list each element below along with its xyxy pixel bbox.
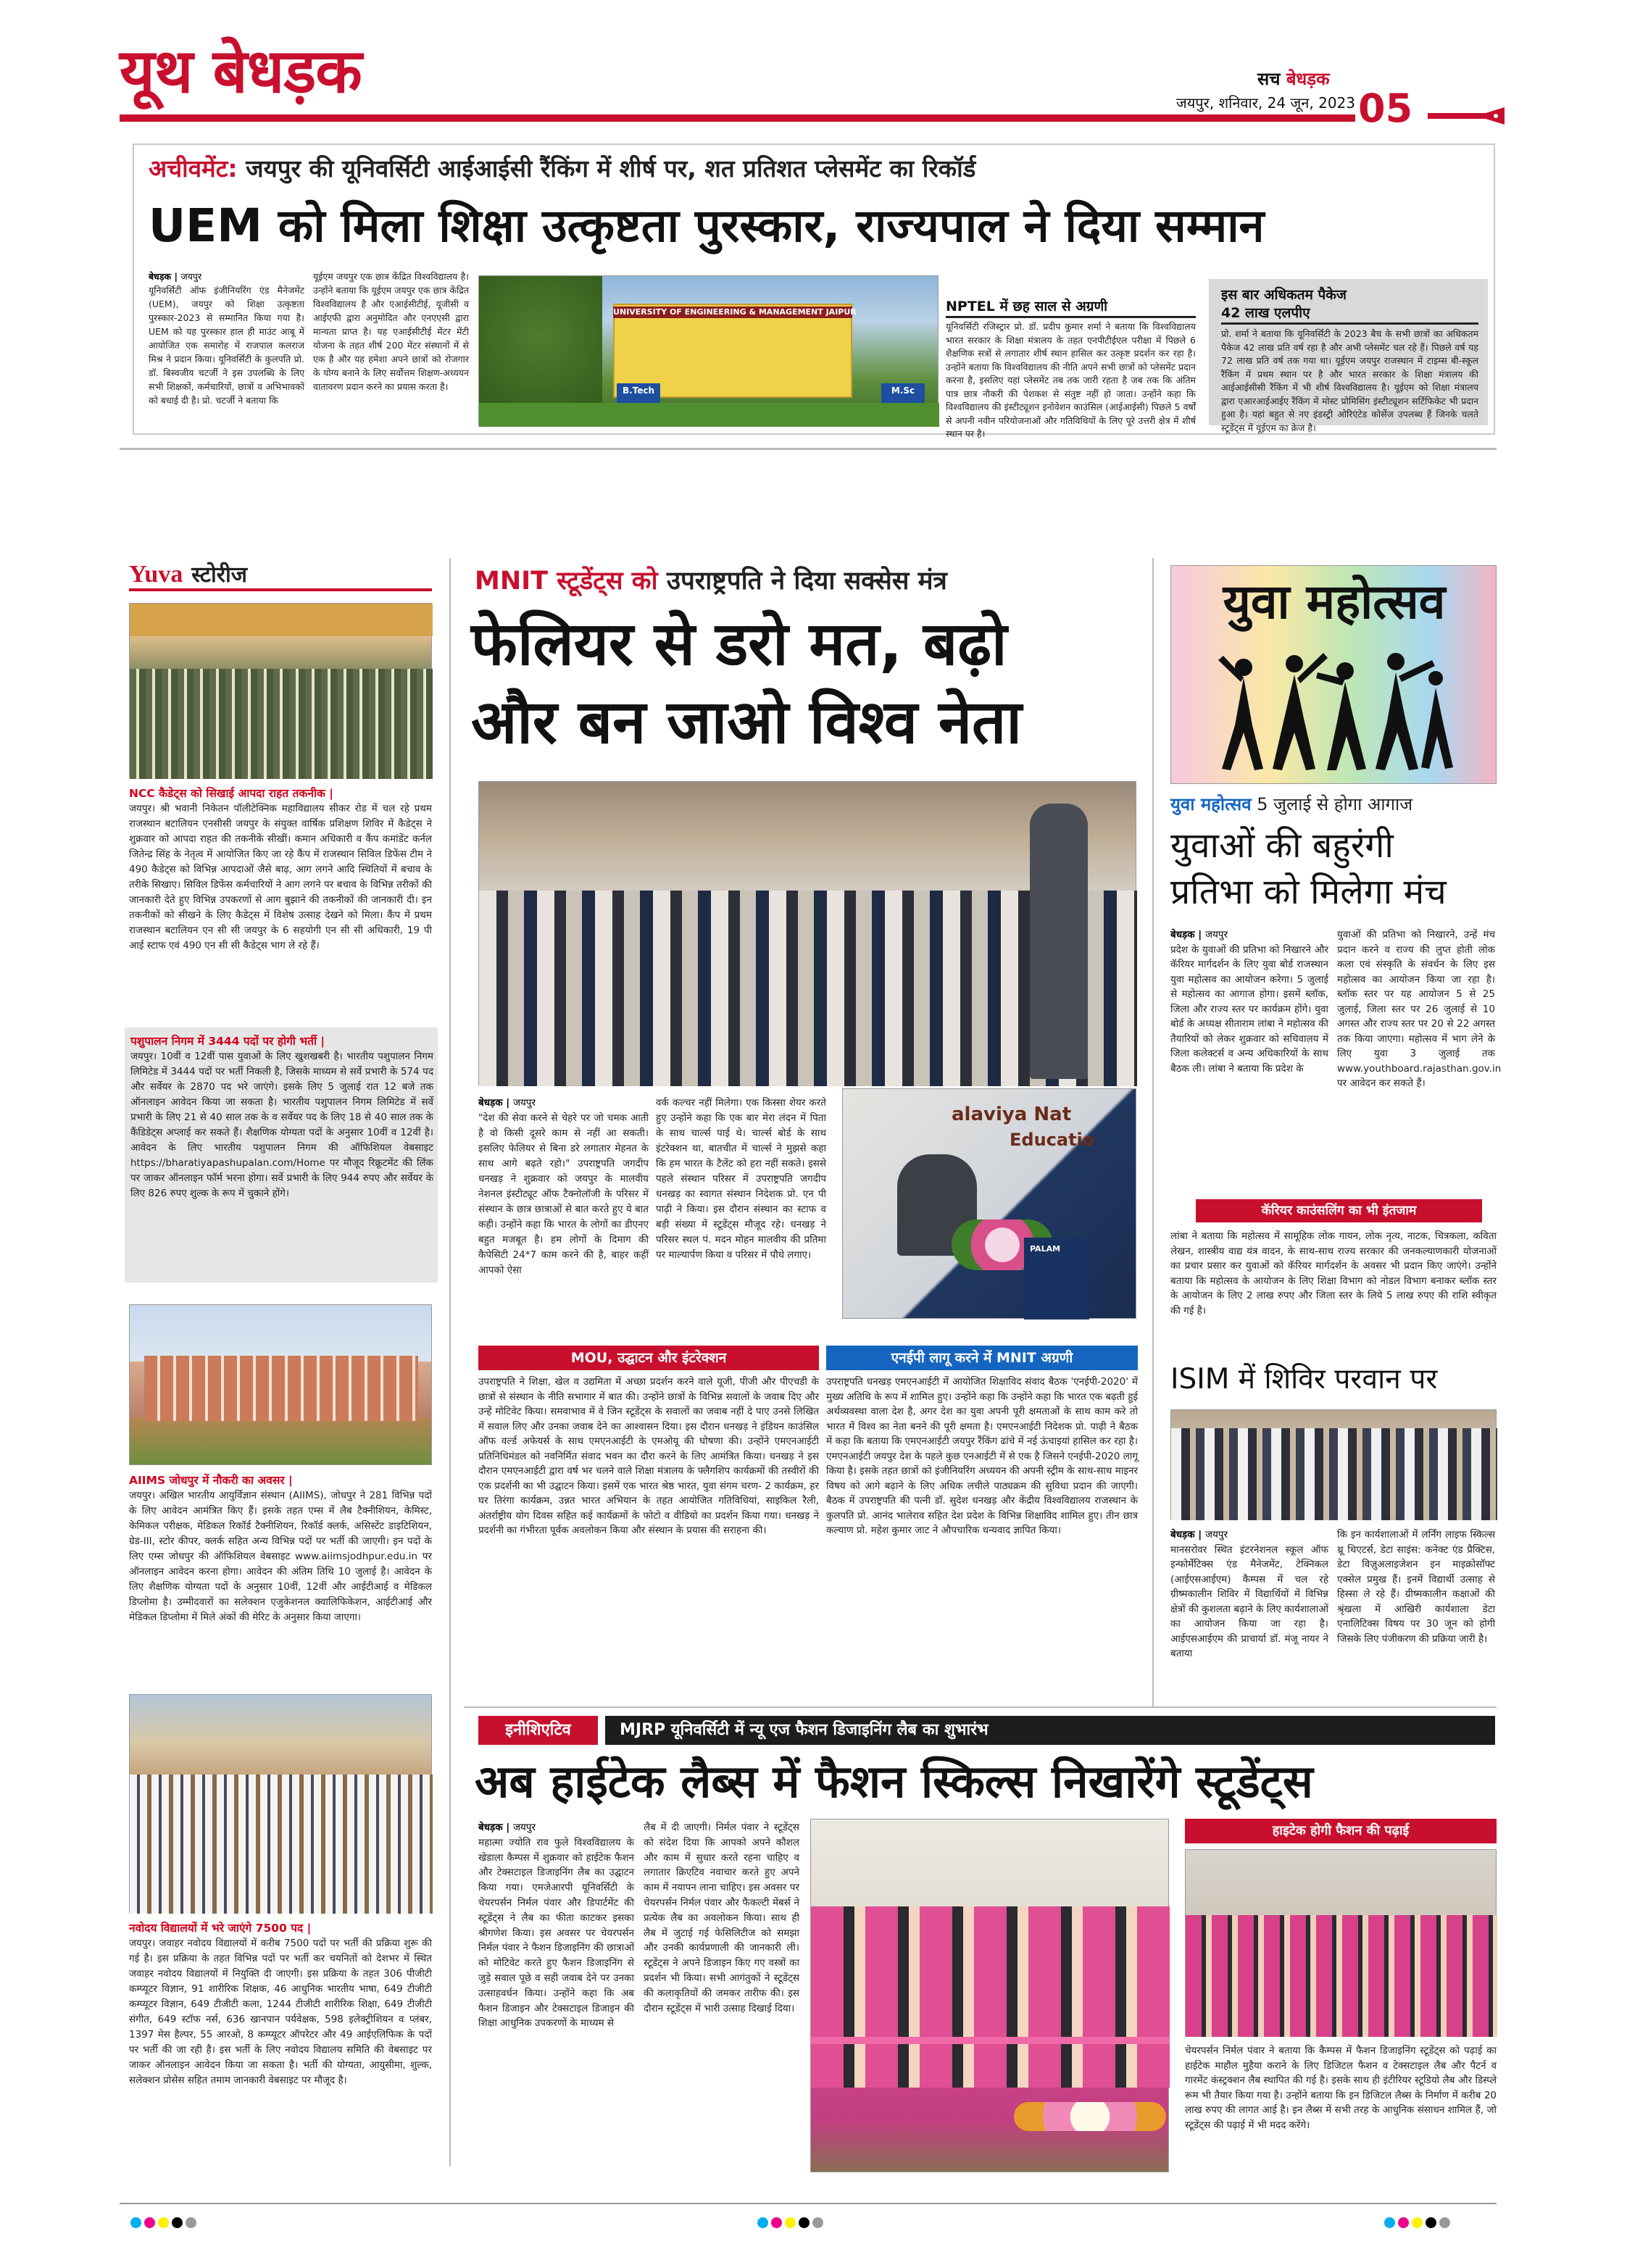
lead-kicker-label: अचीवमेंट:	[149, 154, 238, 183]
fashion-lab-photo	[1185, 1849, 1497, 2036]
campus-sign: UNIVERSITY OF ENGINEERING & MANAGEMENT JAIPUR	[613, 307, 857, 317]
mnit-col-1-text: "देश की सेवा करने से चेहरे पर जो चमक आती है वो किसी दूसरे काम से नहीं आ सकती। इसलिए फेलियर से बिना डरे लगातार मेहनत के साथ आगे बढ़ते रहो।" उपराष्ट्रपति जगदीप धनखड़ ने शुक्रवार को जयपुर के मालवीय नेशनल इंस्टीट्यूट ऑफ टैक्नोलॉजी के परिसर में संस्थान के छात्र छात्राओं से बात करते हुए ये बात कही। उन्होंने कहा कि भारत के लोगों का डीएनए बहुत मजबूत है। हम लोगों के दिमाग की कैपेसिटी 24*7 काम करने की है, बाहर कहीं आपको ऐसा	[478, 1112, 649, 1276]
fashion-kicker-tag: इनीशिएटिव	[478, 1716, 598, 1745]
package-heading-2: 42 लाख एलपीए	[1221, 305, 1310, 321]
story-aiims-body: जयपुर। अखिल भारतीय आयुर्विज्ञान संस्थान (AIIMS), जोधपुर ने 281 विभिन्न पदों के लिए आवेदन आमंत्रित किए हैं। इसके तहत एम्स में लैब टैक्नीशियन, केमिस्ट, केमिकल परीक्षक, मेडिकल रिकॉर्ड टैक्नीशियन, रिकॉर्ड क्लर्क, असिस्टेंट डाइटिशियन, ग्रेड-III, स्टोर कीपर, क्लर्क सहित अन्य विभिन्न पदों पर भर्ती की जाएगी। इन पदों के लिए एम्स जोधपुर की ऑफिशियल वेबसाइट www.aiimsjodhpur.edu.in पर ऑनलाइन आवेदन करना होगा। आवेदन की अंतिम तिथि 10 जुलाई है। आवेदन के लिए शैक्षणिक योग्यता पदों के अनुसार 10वीं, 12वीं और आईटीआई व मेडिकल डिप्लोमा है। उम्मीदवारों का सलेक्शन एजुकेशनल क्वालिफिकेशन, आईटीआई और मेडिकल डिप्लोमा में मिले अंकों की मेरिट के अनुसार किया जाएगा।	[129, 1490, 432, 1623]
yuva-label-stories: स्टोरीज	[191, 562, 248, 588]
mnit-headline	[471, 605, 1145, 762]
mahotsav-kicker-blue: युवा महोत्सव	[1170, 794, 1252, 814]
yuva-label-yuva: Yuva	[129, 561, 183, 588]
story-ncc-body: जयपुर। श्री भवानी निकेतन पॉलीटेक्निक महाविद्यालय सीकर रोड में चल रहे प्रथम राजस्थान बटालियन एनसीसी जयपुर के संयुक्त वार्षिक प्रशिक्षण शिविर में कैडेट्स ने शुक्रवार को आपदा राहत की तकनीकें सीखीं। कमान अधिकारी व कैंप कमांडेंट कर्नल जितेन्द्र सिंह के नेतृत्व में आयोजित किए जा रहे कैंप में राजस्थान सिविल डिफेंस टीम ने 490 कैडेट्स को विभिन्न आपदाओं जैसे बाढ़, आग लगने आदि स्थितियों में बचाव के तरीके सिखाए। सिविल डिफेंस कर्मचारियों ने आग लगने पर बचाव के विभिन्न तरीकों की जानकारी देते हुए विभिन्न उपकरणों से आग बुझाने की तकनीकों की जानकारी दी। इन तकनीकों को सीखने के लिए कैडेट्स में विशेष उत्साह देखने को मिला। कैंप में प्रथम राजस्थान बटालियन एन सी सी जयपुर के 6 सहयोगी एन सी सी अधिकारी, 19 पी आई स्टाफ एवं 490 एन सी सी कैडेट्स भाग ले रहे हैं।	[129, 803, 432, 951]
mou-body: उपराष्ट्रपति ने शिक्षा, खेल व उद्यमिता में अच्छा प्रदर्शन करने वाले यूजी, पीजी और पीएचडी के छात्रों से संस्थान के नीति सभागार में बात की। उन्होंने छात्रों के विभिन्न सवालों के जवाब दिए और उन्हें मोटिवेट किया। समवाभाव में वे जिन स्टूडेंट्स के सवालों का जवाब नहीं दे पाए उनसे लिखित में सवाल लिए और उनका जवाब देने का आश्वासन दिया। इस दौरान धनखड़ ने इंडियन काउंसिल ऑफ वर्ल्ड अफेयर्स के साथ एमएनआईटी के एमओयू की घोषणा की। उन्होंने एमएनआईटी प्रतिनिधिमंडल को नवनिर्मित संवाद भवन का दौरा करने के लिए आमंत्रित किया। धनखड़ ने इस दौरान एमएनआईटी द्वारा वर्ष भर चलने वाले शिक्षा मंत्रालय के फ्लैगशिप कार्यक्रमों की तस्वीरों की एक प्रदर्शनी का भी उद्घाटन किया। इसमें एक भारत श्रेष्ठ भारत, युवा संगम चरण- 2 कार्यक्रम, हर घर तिरंगा कार्यक्रम, उन्नत भारत अभियान के तहत आयोजित गतिविधियां, साइकिल रैली, अंतर्राष्ट्रीय योग दिवस सहित कई कार्यक्रमों के फोटो व वीडियो का प्रदर्शन किया गया। धनखड़ ने प्रदर्शनी का गंभीरता पूर्वक अवलोकन किया और संस्थान के प्रयास की सराहना की।	[478, 1376, 819, 1536]
masthead-tag	[1257, 69, 1330, 89]
dot-black	[1426, 2217, 1436, 2228]
fashion-byline-paper: बेधड़क	[478, 1822, 503, 1833]
dot-grey	[186, 2217, 196, 2228]
masthead-title: यूथ बेधड़क	[120, 36, 362, 107]
mahotsav-col-1: बेधड़क | जयपुर प्रदेश के युवाओं की प्रतिभा को निखारने और कॅरियर मार्गदर्शन के लिए युवा बोर्ड राजस्थान युवा महोत्सव का आयोजन करेगा। 5 जुलाई से महोत्सव का आगाज होगा। इसमें ब्लॉक, जिला और राज्य स्तर पर कार्यक्रम होंगे। युवा बोर्ड के अध्यक्ष सीताराम लांबा ने महोत्सव की तैयारियों को लेकर शुक्रवार को सचिवालय में जिला कलेक्टर्स व अन्य अधिकारियों के साथ बैठक ली। लांबा ने बताया कि प्रदेश के	[1170, 929, 1328, 1075]
isim-group-photo	[1170, 1409, 1497, 1519]
mnit-byline-city: जयपुर	[512, 1097, 536, 1109]
isim-byline-paper: बेधड़क	[1170, 1529, 1195, 1541]
campus-lawn	[479, 403, 939, 427]
podium-banner-2: Educatio	[1010, 1130, 1095, 1150]
story-navodaya-head: नवोदय विद्यालयों में भरे जाएंगे 7500 पद |	[129, 1922, 312, 1935]
color-dots-right	[1384, 2217, 1453, 2231]
byline-paper: बेधड़क	[149, 271, 172, 282]
story-aiims-head: AIIMS जोधपुर में नौकरी का अवसर |	[129, 1474, 293, 1487]
story-pashupalan	[130, 1033, 433, 1275]
divider-left-col	[449, 558, 451, 2167]
aiims-photo	[129, 1304, 432, 1465]
mahotsav-kicker-rest: 5 जुलाई से होगा आगाज	[1257, 794, 1413, 814]
fashion-ribbon	[811, 2037, 1170, 2044]
mahotsav-col-1-text: प्रदेश के युवाओं की प्रतिभा को निखारने और कॅरियर मार्गदर्शन के लिए युवा बोर्ड राजस्थान युवा महोत्सव का आयोजन करेगा। 5 जुलाई से महोत्सव का आगाज होगा। इसमें ब्लॉक, जिला और राज्य स्तर पर कार्यक्रम होंगे। युवा बोर्ड के अध्यक्ष सीताराम लांबा ने महोत्सव की तैयारियों को लेकर शुक्रवार को सचिवालय में जिला कलेक्टर्स व अन्य अधिकारियों के साथ बैठक ली। लांबा ने बताया कि प्रदेश के	[1170, 943, 1328, 1075]
ncc-photo	[129, 603, 432, 778]
color-dots-center	[757, 2217, 826, 2231]
tag-bedhadak: बेधड़क	[1286, 69, 1330, 89]
mahotsav-banner	[1170, 565, 1497, 784]
dot-grey	[812, 2217, 823, 2228]
fashion-col-1: बेधड़क | जयपुर महात्मा ज्योति राव फुले विश्वविद्यालय के खेडाला कैम्पस में शुक्रवार को हाईटेक फैशन और टेक्सटाइल डिजाइनिंग लैब का उद्घाटन किया गया। एमजेआरपी यूनिवर्सिटी के चेयरपर्सन निर्मल पंवार और डिपार्टमेंट की स्टूडेंट्स ने लैब का फीता काटकर इसका श्रीगणेश किया। इस अवसर पर चेयरपर्सन निर्मल पंवार ने फैशन डिजाइनिंग की छात्राओं को मोटिवेट करते हुए फैशन डिजाइनिंग से जुड़े सवाल पूछे व सही जवाब देने पर उनका उत्साहवर्धन किया। उन्होंने कहा कि अब फैशन डिजाइन और टेक्सटाइल डिजाइन की शिक्षा आधुनिक उपकरणों के माध्यम से	[478, 1822, 634, 2030]
footer-rule	[120, 2203, 1497, 2204]
mahotsav-headline-line-2: प्रतिभा को मिलेगा मंच	[1170, 872, 1447, 912]
uem-campus-photo	[478, 275, 939, 426]
isim-col-2: कि इन कार्यशालाओं में लर्निंग लाइफ स्किल्स थ्रू थिएटर्स, डेटा साइंस: कनेक्ट एंड प्रैक्टिस, डेटा विज़ुअलाइजेशन इन माइक्रोसॉफ्ट एक्सेल प्रमुख हैं। इनमें विद्यार्थी उत्साह से हिस्सा ले रहे हैं। ग्रीष्मकालीन कक्षाओं की श्रृंखला में आखिरी कार्यशाला डेटा एनालिटिक्स विषय पर 30 जून को होगी जिसके लिए पंजीकरण की प्रक्रिया जारी है।	[1337, 1529, 1495, 1645]
mnit-kicker-red: MNIT स्टूडेंट्स को	[475, 567, 658, 596]
mahotsav-banner-text: युवा महोत्सव	[1223, 574, 1446, 630]
dot-black	[799, 2217, 810, 2228]
story-aiims	[129, 1472, 432, 1700]
story-ncc-head: NCC कैडेट्स को सिखाई आपदा राहत तकनीक |	[129, 787, 333, 800]
fashion-side-heading: हाइटेक होगी फैशन की पढ़ाई	[1185, 1819, 1497, 1843]
dot-magenta	[144, 2217, 155, 2228]
dateline: जयपुर, शनिवार, 24 जून, 2023	[1175, 94, 1355, 112]
dot-grey	[1439, 2217, 1450, 2228]
story-ncc	[129, 785, 432, 1022]
lead-col-2: यूईएम जयपुर एक छात्र केंद्रित विश्वविद्यालय है। उन्होंने बताया कि यूईएम जयपुर एक छात्र केंद्रित विश्वविद्यालय है और एआईसीटीई, यूजीसी व आईएफी द्वारा अनुमोदित और एनएएसी द्वारा मान्यता प्राप्त है। यह एआईसीटीई मेंटर मेंटी योजना के तहत शीर्ष 200 मेंटर संस्थानों में से एक है और यह हमेशा अपने छात्रों को रोजगार के योग्य बनाने के लिए सर्वोत्तम शिक्षण-अध्ययन वातावरण प्रदान करने का प्रयास करता है।	[313, 271, 469, 392]
podium-banner-1: alaviya Nat	[952, 1104, 1072, 1125]
mahotsav-kicker	[1170, 793, 1412, 816]
aiims-building	[144, 1356, 418, 1421]
dancers-icon	[1215, 646, 1454, 776]
tag-sach: सच	[1257, 69, 1281, 89]
mou-heading-bar: MOU, उद्घाटन और इंटरेक्शन	[478, 1346, 819, 1370]
mnit-kicker-rest: उपराष्ट्रपति ने दिया सक्सेस मंत्र	[666, 567, 947, 596]
fashion-byline-city: जयपुर	[512, 1822, 536, 1833]
yuva-label	[129, 559, 247, 590]
mahotsav-headline-line-1: युवाओं की बहुरंगी	[1170, 825, 1394, 866]
color-dots-left	[130, 2217, 199, 2231]
story-pashupalan-head: पशुपालन निगम में 3444 पदों पर होगी भर्ती |	[130, 1035, 325, 1048]
mahotsav-byline-paper: बेधड़क	[1170, 929, 1195, 941]
story-navodaya	[129, 1920, 432, 2174]
mahotsav-headline	[1170, 822, 1497, 915]
fashion-kicker-bar: MJRP यूनिवर्सिटी में न्यू एज फैशन डिजाइनिंग लैब का शुभारंभ	[605, 1716, 1495, 1745]
mnit-headline-line-2: और बन जाओ विश्व नेता	[471, 687, 1022, 757]
dot-magenta	[1398, 2217, 1409, 2228]
divider-top	[120, 448, 1497, 450]
podium-sign: PALAM	[1030, 1244, 1061, 1254]
dot-black	[172, 2217, 183, 2228]
isim-byline-city: जयपुर	[1204, 1529, 1228, 1541]
fashion-col-1-text: महात्मा ज्योति राव फुले विश्वविद्यालय के खेडाला कैम्पस में शुक्रवार को हाईटेक फैशन और टेक्सटाइल डिजाइनिंग लैब का उद्घाटन किया गया। एमजेआरपी यूनिवर्सिटी के चेयरपर्सन निर्मल पंवार और डिपार्टमेंट की स्टूडेंट्स ने लैब का फीता काटकर इसका श्रीगणेश किया। इस अवसर पर चेयरपर्सन निर्मल पंवार ने फैशन डिजाइनिंग की छात्राओं को मोटिवेट करते हुए फैशन डिजाइनिंग से जुड़े सवाल पूछे व सही जवाब देने पर उनका उत्साहवर्धन किया। उन्होंने कहा कि अब फैशन डिजाइन और टेक्सटाइल डिजाइन की शिक्षा आधुनिक उपकरणों के माध्यम से	[478, 1836, 634, 2030]
career-body: लांबा ने बताया कि महोत्सव में सामूहिक लोक गायन, लोक नृत्य, नाटक, चित्रकला, कविता लेखन, शास्त्रीय वाद्य यंत्र वादन, के साथ-साथ राज्य सरकार की जनकल्याणकारी योजनाओं का प्रचार प्रसार कर युवाओं को कॅरियर मार्गदर्शन के अवसर भी प्रदान किए जाएंगे। उन्होंने बताया कि महोत्सव के आयोजन के लिए शिक्षा विभाग को नोडल विभाग बनाकर ब्लॉक स्तर के आयोजन के लिए 2 लाख रुपए और जिला स्तर के लिये 5 लाख रुपए की राशि स्वीकृत की गई है।	[1170, 1230, 1497, 1317]
nep-body: उपराष्ट्रपति धनखड़ एमएनआईटी में आयोजित शिक्षाविद संवाद बैठक 'एनईपी-2020' में मुख्य अतिथि के रूप में शामिल हुए। उन्होंने कहा कि उन्होंने कहा कि भारत एक बढ़ती हुई अर्थव्यवस्था वाला देश है, अगर देश का युवा अपनी पूरी क्षमताओं के साथ काम करे तो भारत में विश्व का नेता बनने की पूरी क्षमता है। एमएनआईटी निदेशक प्रो. पाढ़ी ने बैठक में कहा कि बताया कि एमएनआईटी जयपुर रैंकिंग ढांचे में नई ऊंचाइयां हासिल कर रहा है। एमएनआईटी जयपुर देश के पहले कुछ एनआईटी में से एक है जिसने एनईपी-2020 लागू किया है। इसके तहत छात्रों को इंजीनियरिंग अध्ययन की अपनी स्ट्रीम के साथ-साथ माइनर विषय को आगे बढ़ाने के लिए अधिक लचीले पाठ्यक्रम की सुविधा प्रदान की जाएगी। बैठक में उपराष्ट्रपति की पत्नी डॉ. सुदेश धनखड़ और केंद्रीय विश्वविद्यालय राजस्थान के कुलपति प्रो. आनंद भालेराव सहित देश प्रदेश के विभिन्न शिक्षाविद शामिल हुए। तीन छात्र कल्याण प्रो. महेश कुमार जाट ने औपचारिक धन्यवाद ज्ञापित किया।	[826, 1376, 1138, 1536]
story-pashupalan-body: जयपुर। 10वीं व 12वीं पास युवाओं के लिए खुशखबरी है। भारतीय पशुपालन निगम लिमिटेड में 3444 पदों पर भर्ती निकली है, जिसके माध्यम से सर्वे प्रभारी के 574 पद और सर्वेयर के 2870 पद भरे जाएंगे। इसके लिए 5 जुलाई रात 12 बजे तक ऑनलाइन आवेदन किया जा सकता है। भारतीय पशुपालन निगम लिमिटेड में सर्वे प्रभारी के लिए 21 से 40 साल तक के व सर्वेयर पद के लिए 18 से 40 साल तक के कैंडिडेट्स अप्लाई कर सकते हैं। शैक्षणिक योग्यता पदों के अनुसार 10वीं व 12वीं है। आवेदन के लिए भारतीय पशुपालन निगम की ऑफिशियल वेबसाइट https://bharatiyapashupalan.com/Home पर मौजूद रिक्रूटमेंट की लिंक पर जाकर ऑनलाइन फॉर्म भरना होगा। सर्वे प्रभारी के लिए 944 रुपए और सर्वेयर के लिए 826 रुपए शुल्क के रूप में चुकाने होंगे।	[130, 1051, 433, 1199]
package-heading	[1221, 286, 1478, 325]
dot-cyan	[130, 2217, 141, 2228]
nptel-body: यूनिवर्सिटी रजिस्ट्रार प्रो. डॉ. प्रदीप कुमार शर्मा ने बताया कि विश्वविद्यालय भारत सरकार के शिक्षा मंत्रालय के तहत एनपीटीईएल परीक्षा में पिछले 6 शैक्षणिक सत्रों से लगातार शीर्ष स्थान हासिल कर उत्कृष्ट प्रदर्शन कर रहा है। उन्होंने बताया कि विश्वविद्यालय की नीति अपने सभी छात्रों को प्लेसमेंट प्रदान करना है, इसलिए यहां प्लेसमेंट तब तक जारी रहता है जब तक कि अंतिम पात्र छात्र नौकरी की पेशकश से संतुष्ट नहीं हो जाता। उन्होंने कहा कि विश्वविद्यालय की इंस्टीट्यूशन इनोवेशन काउंसिल (आईआईसी) पिछले 5 वर्षों से अपनी नवीन परियोजनाओं और गतिविधियों के लिए पूरे उत्तरी क्षेत्र में शीर्ष स्थान पर है।	[946, 321, 1196, 439]
lead-headline: UEM को मिला शिक्षा उत्कृष्टता पुरस्कार, राज्यपाल ने दिया सम्मान	[149, 199, 1265, 252]
dot-yellow	[158, 2217, 169, 2228]
speaker-figure	[1030, 804, 1088, 1079]
navodaya-students	[130, 1775, 433, 1914]
isim-headline-text: ISIM में शिविर परवान पर	[1170, 1363, 1438, 1396]
fashion-flowers	[1014, 2102, 1166, 2131]
dot-yellow	[1412, 2217, 1423, 2228]
pen-nib-icon	[1428, 101, 1507, 130]
mnit-byline-paper: बेधड़क	[478, 1097, 503, 1109]
lead-kicker	[149, 152, 975, 185]
story-navodaya-body: जयपुर। जवाहर नवोदय विद्यालयों में करीब 7500 पदों पर भर्ती की प्रक्रिया शुरू की गई है। इस प्रक्रिया के तहत विभिन्न पदों पर भर्ती कर चयनितों को देशभर में स्थित जवाहर नवोदय विद्यालयों में नियुक्ति दी जाएगी। इस प्रक्रिया के तहत 306 पीजीटी कम्प्यूटर विज्ञान, 91 शारीरिक शिक्षक, 46 आधुनिक भारतीय भाषा, 649 टीजीटी कम्प्यूटर विज्ञान, 649 टीजीटी कला, 1244 टीजीटी शारीरिक शिक्षा, 649 टीजीटी संगीत, 649 स्टॉफ नर्स, 636 खानपान पर्यवेक्षक, 598 इलेक्ट्रीशियन व प्लंबर, 1397 मेस हैल्पर, 55 आरओ, 8 कम्प्यूटर ऑपरेटर और 49 आईएलिफिक के पदों पर भर्ती की जा रही है। इस भर्ती के लिए नवोदय विद्यालय समिति की वेबसाइट पर जाकर ऑनलाइन आवेदन किया जा सकता है। भर्ती की योग्यता, आयुसीमा, शुल्क, सलेक्शन प्रोसेस सहित तमाम जानकारी वेबसाइट पर मौजूद है।	[129, 1938, 432, 2086]
page-number: 05	[1358, 86, 1413, 131]
mnit-col-2: वर्क कल्चर नहीं मिलेगा। एक किस्सा शेयर करते हुए उन्होंने कहा कि एक बार मेरा लंदन में पिता के साथ चार्ल्स पाई थे। चार्ल्स बोर्ड के साथ इंटरेक्शन था, बातचीत में चार्ल्स ने मुझसे कहा कि हम भारत के टैलेंट को हरा नहीं सकते। इससे पहले संस्थान परिसर में उपराष्ट्रपति जगदीप धनखड़ का स्वागत संस्थान निदेशक प्रो. एन पी पाढ़ी ने किया। इस दौरान संस्थान का स्टाफ व बड़ी संख्या में स्टूडेंट्स मौजूद रहे। धनखड़ ने परिसर स्थल पं. मदन मोहन मालवीय की प्रतिमा पर माल्यार्पण किया व परिसर में पौधे लगाए।	[656, 1097, 826, 1261]
masthead-rule	[120, 114, 1355, 122]
divider-right-col	[1152, 558, 1154, 1706]
divider-fashion	[464, 1706, 1497, 1708]
isim-people	[1171, 1428, 1497, 1520]
fashion-ribbon-photo	[810, 1819, 1169, 2172]
ncc-hall-roof	[130, 604, 433, 636]
mnit-audience-photo	[478, 781, 1136, 1085]
lead-kicker-text: जयपुर की यूनिवर्सिटी आईआईसी रैंकिंग में शीर्ष पर, शत प्रतिशत प्लेसमेंट का रिकॉर्ड	[246, 154, 976, 183]
mnit-podium-photo	[842, 1088, 1136, 1319]
fashion-headline: अब हाईटेक लैब्स में फैशन स्किल्स निखारेंगे स्टूडेंट्स	[475, 1755, 1313, 1808]
mnit-kicker	[475, 565, 947, 597]
mnit-headline-line-1: फेलियर से डरो मत, बढ़ो	[471, 609, 1007, 679]
campus-board-right: M.Sc	[881, 383, 925, 421]
dot-cyan	[757, 2217, 768, 2228]
fashion-col-2: लैब में दी जाएगी। निर्मल पंवार ने स्टूडेंट्स को संदेश दिया कि आपको अपने कौशल और काम में सुधार करते रहना चाहिए व लगातार क्रिएटिव नवाचार करते हुए अपने काम में नयापन लाना चाहिए। इस अवसर पर चेयरपर्सन निर्मल पंवार और फैकल्टी मेंबर्स ने प्रत्येक लैब का अवलोकन किया। साथ ही लैब में जुटाई गई फेसिलिटीज को समझा और उनकी कार्यप्रणाली की जानकारी ली। स्टूडेंट्स ने अपने डिजाइन किए गए वस्त्रों का प्रदर्शन भी किया। सभी आगंतुकों ने स्टूडेंट्स की कलाकृतियों की जमकर तारीफ की। इस दौरान स्टूडेंट्स में भारी उत्साह दिखाई दिया।	[644, 1822, 799, 2014]
dot-yellow	[785, 2217, 796, 2228]
fashion-side-body: चेयरपर्सन निर्मल पंवार ने बताया कि कैम्पस में फैशन डिजाइनिंग स्टूडेंट्स को पढ़ाई का हाईटेक माहौल मुहैया कराने के लिए डिजिटल फैशन व टेक्सटाइल लैब और पैटर्न व गारमेंट कंस्ट्रक्शन लैब स्थापित की गई है। इसके साथ ही इंटीरियर स्टूडियो लैब और डिस्प्ले रूम भी तैयार किया गया है। उन्होंने बताया कि इन डिजिटल लैब्स के निर्माण में करीब 20 लाख रुपए की लागत आई है। इन लैब्स में सभी तरह के आधुनिक संसाधन शामिल हैं, जो स्टूडेंट्स की पढ़ाई में भी मदद करेंगे।	[1185, 2045, 1497, 2131]
byline-city: जयपुर	[180, 271, 202, 282]
navodaya-photo	[129, 1694, 432, 1913]
career-heading: कॅरियर काउंसलिंग का भी इंतजाम	[1196, 1199, 1482, 1222]
fashion-lab-people	[1186, 1915, 1497, 2037]
isim-col-1: बेधड़क | जयपुर मानसरोवर स्थित इंटरनेशनल स्कूल ऑफ इन्फोर्मेटिक्स एंड मैनेजमेंट, टेक्निकल (आईएसआईएम) कैम्पस में चल रहे ग्रीष्मकालीन शिविर में विद्यार्थियों में विभिन्न क्षेत्रों की कुशलता बढ़ाने के लिए कार्यशालाओं का आयोजन किया जा रहा है। आईएसआईएम की प्राचार्या डॉ. मंजू नायर ने बताया	[1170, 1529, 1328, 1659]
isim-col-1-text: मानसरोवर स्थित इंटरनेशनल स्कूल ऑफ इन्फोर्मेटिक्स एंड मैनेजमेंट, टेक्निकल (आईएसआईएम) कैम्पस में चल रहे ग्रीष्मकालीन शिविर में विद्यार्थियों में विभिन्न क्षेत्रों की कुशलता बढ़ाने के लिए कार्यशालाओं का आयोजन किया जा रहा है। आईएसआईएम की प्राचार्या डॉ. मंजू नायर ने बताया	[1170, 1543, 1328, 1659]
yuva-label-rule	[129, 588, 432, 591]
ncc-cadets	[130, 669, 433, 779]
nptel-heading: NPTEL में छह साल से अग्रणी	[946, 297, 1196, 318]
lead-col-1-text: यूनिवर्सिटी ऑफ इंजीनियरिंग एंड मैनेजमेंट (UEM), जयपुर को शिक्षा उत्कृष्टता पुरस्कार-2023 से सम्मानित किया गया है। UEM को यह पुरस्कार हाल ही माउंट आबू में आयोजित एक समारोह में राजपाल कलराज मिश्र ने प्रदान किया। यूनिवर्सिटी के कुलपति प्रो. डॉ. बिस्वजीय चटर्जी ने इस उपलब्धि के लिए सभी शिक्षकों, कर्मचारियों, छात्रों व अभिभावकों को बधाई दी है। प्रो. चटर्जी ने बताया कि	[149, 285, 304, 406]
mahotsav-byline-city: जयपुर	[1204, 929, 1228, 941]
package-heading-1: इस बार अधिकतम पैकेज	[1221, 287, 1347, 303]
mahotsav-col-2: युवाओं की प्रतिभा को निखारने, उन्हें मंच प्रदान करने व राज्य की लुप्त होती लोक कला एवं संस्कृति के संवर्धन के लिए इस महोत्सव का आयोजन किया जा रहा है। ब्लॉक स्तर पर यह आयोजन 5 से 25 जुलाई, जिला स्तर पर 26 जुलाई से 10 अगस्त और राज्य स्तर पर 20 से 22 अगस्त तक किया जाएगा। महोत्सव में भाग लेने के लिए युवा 3 जुलाई तक www.youthboard.rajasthan.gov.in पर आवेदन कर सकते हैं।	[1337, 929, 1502, 1089]
mnit-col-1: बेधड़क | जयपुर "देश की सेवा करने से चेहरे पर जो चमक आती है वो किसी दूसरे काम से नहीं आ सकती। इसलिए फेलियर से बिना डरे लगातार मेहनत के साथ आगे बढ़ते रहो।" उपराष्ट्रपति जगदीप धनखड़ ने शुक्रवार को जयपुर के मालवीय नेशनल इंस्टीट्यूट ऑफ टैक्नोलॉजी के परिसर में संस्थान के छात्र छात्राओं से बात करते हुए ये बात कही। उन्होंने कहा कि भारत के लोगों का डीएनए बहुत मजबूत है। हम लोगों के दिमाग की कैपेसिटी 24*7 काम करने की है, बाहर कहीं आपको ऐसा	[478, 1097, 649, 1276]
fashion-students	[811, 1906, 1170, 2088]
dot-magenta	[771, 2217, 782, 2228]
nep-heading-bar: एनईपी लागू करने में MNIT अग्रणी	[826, 1346, 1138, 1370]
package-body: प्रो. शर्मा ने बताया कि यूनिवर्सिटी के 2023 बैच के सभी छात्रों का अधिकतम पैकेज 42 लाख प्रति वर्ष रहा है और अभी प्लेसमेंट चल रहे हैं। पिछले वर्ष यह 72 लाख प्रति वर्ष तक गया था। यूईएम जयपुर राजस्थान में टाइम्स बी-स्कूल रैंकिंग में प्रथम स्थान पर है और भारत सरकार के शिक्षा मंत्रालय की आईआईसीसी रैंकिंग में भी शीर्ष विश्वविद्यालय है। यूईएम को शिक्षा मंत्रालय द्वारा एआरआईआईए रैंकिंग में मोस्ट प्रोमिसिंग इंस्टीट्यूशन सर्टिफिकेट भी प्रदान हुआ है। यहां बहुत से नए इंडस्ट्री ओरिएंटेड कोर्सेज उपलब्ध हैं जिनके चलते स्टूडेंट्स में यूईएम का क्रेज है।	[1221, 328, 1478, 433]
lead-col-1: बेधड़क | जयपुर यूनिवर्सिटी ऑफ इंजीनियरिंग एंड मैनेजमेंट (UEM), जयपुर को शिक्षा उत्कृष्टता पुरस्कार-2023 से सम्मानित किया गया है। UEM को यह पुरस्कार हाल ही माउंट आबू में आयोजित एक समारोह में राजपाल कलराज मिश्र ने प्रदान किया। यूनिवर्सिटी के कुलपति प्रो. डॉ. बिस्वजीय चटर्जी ने इस उपलब्धि के लिए सभी शिक्षकों, कर्मचारियों, छात्रों व अभिभावकों को बधाई दी है। प्रो. चटर्जी ने बताया कि	[149, 271, 304, 406]
dot-cyan	[1384, 2217, 1395, 2228]
campus-board-left: B.Tech	[617, 383, 660, 421]
